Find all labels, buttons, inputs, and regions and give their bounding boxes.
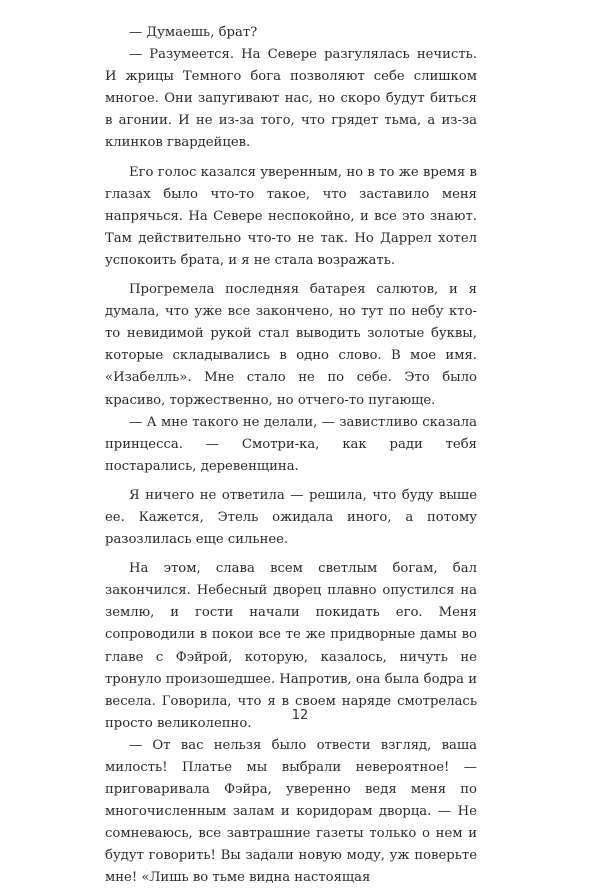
paragraph: На этом, слава всем светлым богам, бал закончился. Небесный дворец плавно опустился на землю, и гости начали покидать его. Меня сопроводили в покои все те же придворные дамы во главе с Фэйрой, которую, казалось, ничуть не тронуло произошедшее. Напротив, она была бодра и весела. Говорила, что я в своем наряде смотрелась просто великолепно. [105, 561, 477, 731]
paragraph: — А мне такого не делали, — завистливо сказала принцесса. — Смотри-ка, как ради тебя постарались, деревенщина. [105, 414, 477, 474]
paragraph: Я ничего не ответила — решила, что буду выше ее. Кажется, Этель ожидала иного, а потому разозлилась еще сильнее. [105, 487, 477, 548]
page-number: 12 [291, 708, 309, 723]
paragraph: — Думаешь, брат? [129, 25, 258, 40]
body-text [105, 22, 477, 890]
paragraph: — От вас нельзя было отвести взгляд, ваша милость! Платье мы выбрали невероятное! — приговаривала Фэйра, уверенно ведя меня по многочисленным залам и коридорам дворца. — Не сомневаюсь, все завтрашние газеты только о нем и будут говорить! Вы задали новую моду, уж поверьте мне! «Лишь во тьме видна настоящая [105, 737, 477, 886]
paragraph: — Разумеется. На Севере разгулялась нечисть. И жрицы Темного бога позволяют себе слишком многое. Они запугивают нас, но скоро будут биться в агонии. И не из-за того, что грядет тьма, а из-за клинков гвардейцев. [105, 47, 477, 151]
paragraph: Прогремела последняя батарея салютов, и я думала, что уже все закончено, но тут по небу кто-то невидимой рукой стал выводить золотые буквы, которые складывались в одно слово. В мое имя. «Изабелль». Мне стало не по себе. Это было красиво, торжественно, но отчего-то пугающе. [105, 282, 477, 408]
paragraph: Его голос казался уверенным, но в то же время в глазах было что-то такое, что заставило меня напрячься. На Севере неспокойно, и все это знают. Там действительно что-то не так. Но Даррел хотел успокоить брата, и я не стала возражать. [105, 164, 477, 268]
